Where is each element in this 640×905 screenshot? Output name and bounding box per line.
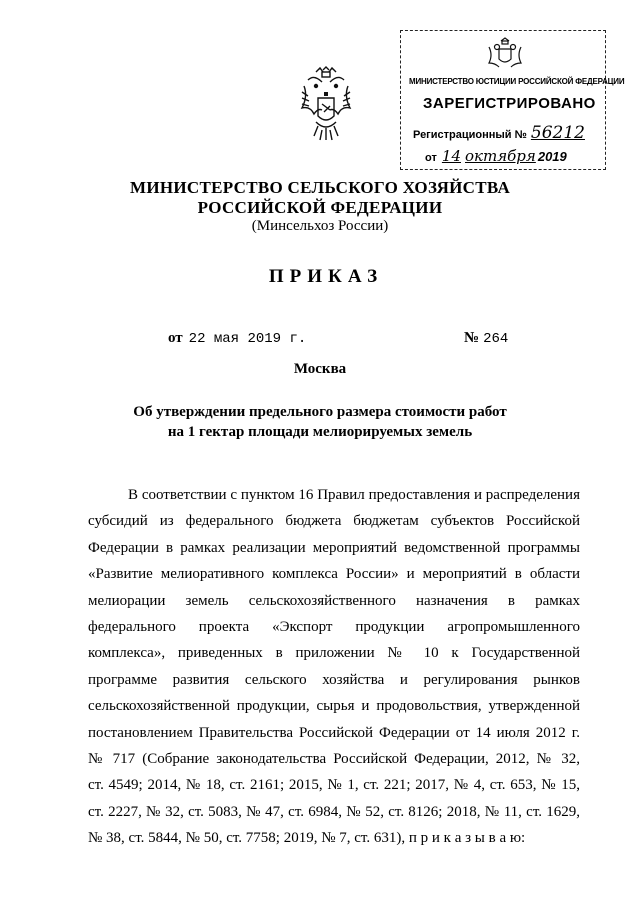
stamp-ministry-name: МИНИСТЕРСТВО ЮСТИЦИИ РОССИЙСКОЙ ФЕДЕРАЦИИ — [409, 77, 625, 86]
body-line: сельскохозяйственной продукции, сырья и продовольствия, утвержденной — [88, 698, 580, 715]
stamp-date-month: октября — [465, 147, 536, 165]
registration-stamp — [400, 30, 625, 170]
stamp-date-day: 14 — [441, 147, 461, 165]
body-line: постановлением Правительства Российской Федерации от 14 июля 2012 г. — [88, 724, 580, 741]
stamp-reg-number: 56212 — [530, 123, 585, 143]
ministry-title-line2: РОССИЙСКОЙ ФЕДЕРАЦИИ — [197, 198, 443, 217]
body-line: В соответствии с пунктом 16 Правил предоставления и распределения — [128, 487, 580, 503]
body-line: Федерации в рамках реализации мероприятий ведомственной программы — [88, 539, 580, 556]
order-number — [464, 330, 508, 347]
coat-of-arms-emblem — [298, 66, 354, 144]
body-line: программе развития сельского хозяйства и регулирования рынков — [88, 671, 580, 688]
stamp-date-line — [425, 147, 567, 165]
order-date-value: 22 мая 2019 г. — [188, 331, 307, 347]
body-line: ст. 4549; 2014, № 18, ст. 2161; 2015, № 1, ст. 221; 2017, № 4, ст. 653, № 15, — [88, 777, 580, 794]
stamp-emblem-icon — [485, 37, 525, 71]
order-subject-line2: на 1 гектар площади мелиорируемых земель — [167, 424, 473, 440]
body-line: субсидий из федерального бюджета бюджетам субъектов Российской — [88, 513, 580, 530]
body-line: № 38, ст. 5844, № 50, ст. 7758; 2019, № 7, ст. 631), п р и к а з ы в а ю: — [88, 830, 526, 847]
body-line: мелиорации земель сельскохозяйственного назначения в рамках — [88, 592, 580, 609]
order-city: Москва — [293, 361, 347, 377]
order-number-value: 264 — [483, 331, 509, 347]
order-number-label: № — [464, 330, 480, 346]
body-line: федерального проекта «Экспорт продукции агропромышленного — [88, 618, 580, 635]
stamp-date-prefix: от — [425, 152, 437, 164]
order-subject-line1: Об утверждении предельного размера стоимости работ — [133, 404, 507, 420]
body-line: ст. 2227, № 32, ст. 5083, № 47, ст. 6984, № 52, ст. 8126; 2018, № 11, ст. 1629, — [88, 803, 580, 820]
stamp-registration-line — [413, 123, 585, 143]
document-type-title: ПРИКАЗ — [268, 266, 384, 287]
order-date — [168, 330, 306, 347]
body-line: комплекса», приведенных в приложении № 10 к Государственной — [88, 645, 580, 662]
ministry-short-name: (Минсельхоз России) — [251, 218, 389, 234]
body-line: № 717 (Собрание законодательства Российской Федерации, 2012, № 32, — [88, 750, 580, 767]
body-line: «Развитие мелиоративного комплекса России» и мероприятий в области — [88, 566, 580, 583]
stamp-reg-label: Регистрационный № — [413, 129, 527, 141]
order-date-label: от — [168, 330, 183, 346]
stamp-registered-label: ЗАРЕГИСТРИРОВАНО — [423, 95, 596, 112]
order-body-text — [88, 482, 580, 851]
stamp-date-year: 2019 — [537, 149, 567, 164]
ministry-title-line1: МИНИСТЕРСТВО СЕЛЬСКОГО ХОЗЯЙСТВА — [129, 178, 511, 197]
